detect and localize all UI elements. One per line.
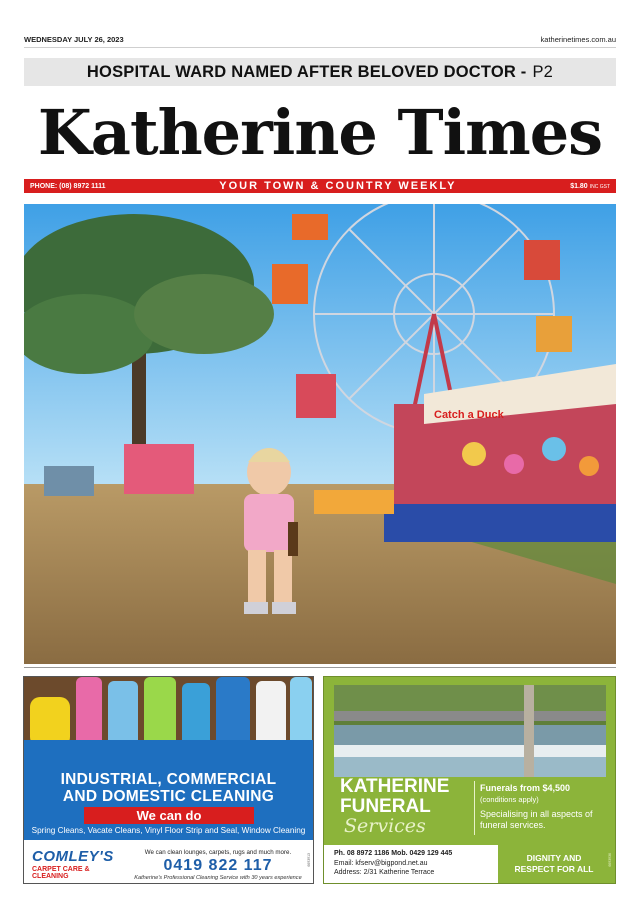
ad-code: 6693913 (307, 853, 311, 867)
info-bar (24, 179, 616, 193)
cleaning-phone[interactable]: 0419 822 117 (163, 857, 273, 874)
divider (24, 667, 616, 668)
funeral-name-line1: KATHERINE (340, 776, 450, 797)
services-script: Services (344, 815, 426, 837)
we-can-do-banner: We can do (84, 807, 254, 824)
stall-sign: Catch a Duck (434, 409, 504, 421)
funeral-specialising: Specialising in all aspects of funeral services. (480, 809, 593, 830)
cleaning-headline-line2: AND DOMESTIC CLEANING (62, 788, 275, 805)
cleaning-services: Spring Cleans, Vacate Cleans, Vinyl Floor Strip and Seal, Window Cleaning (31, 826, 306, 835)
funeral-slogan (504, 853, 604, 875)
dateline (24, 32, 616, 46)
divider (24, 47, 616, 48)
funeral-address: Address: 2/31 Katherine Terrace (334, 869, 435, 876)
teaser-banner[interactable] (24, 58, 616, 86)
funeral-email[interactable]: Email: kfserv@bigpond.net.au (334, 859, 428, 867)
show-scene-image (24, 204, 616, 664)
slogan-line1: DIGNITY AND (526, 853, 582, 863)
funeral-phones[interactable]: Ph. 08 8972 1186 Mob. 0429 129 445 (334, 850, 453, 857)
issue-date: WEDNESDAY JULY 26, 2023 (24, 34, 124, 44)
vertical-divider (474, 781, 475, 835)
river-weir-image (334, 685, 606, 777)
cleaning-headline (24, 771, 313, 805)
masthead-title: Katherine Times (37, 95, 603, 169)
funeral-price: Funerals from $4,500 (480, 783, 571, 793)
cleaning-tagline: Katherine's Professional Cleaning Service with 30 years experience (134, 875, 302, 881)
funeral-name (340, 777, 470, 817)
logo-subtitle: CARPET CARE & CLEANING (32, 866, 90, 880)
price-value: $1.80 (570, 182, 588, 190)
cover-price (570, 183, 610, 190)
office-phone: PHONE: (08) 8972 1111 (30, 182, 106, 190)
cleaning-headline-line1: INDUSTRIAL, COMMERCIAL (60, 771, 277, 788)
price-conditions: (conditions apply) (480, 795, 539, 804)
slogan-line2: RESPECT FOR ALL (514, 864, 594, 874)
lead-photo[interactable] (24, 204, 616, 664)
logo-name: COMLEY'S (32, 848, 114, 865)
cleaning-advert[interactable] (23, 676, 314, 884)
funeral-advert[interactable] (323, 676, 616, 884)
cleaning-blurb: We can clean lounges, carpets, rugs and much more. (144, 849, 292, 856)
gst-note: INC GST (589, 183, 610, 190)
teaser-page: P2 (532, 62, 554, 81)
website-link[interactable]: katherinetimes.com.au (540, 34, 616, 44)
comleys-logo (32, 848, 124, 880)
funeral-contact (324, 845, 498, 884)
teaser-headline: HOSPITAL WARD NAMED AFTER BELOVED DOCTOR - (86, 62, 527, 81)
tagline: YOUR TOWN & COUNTRY WEEKLY (219, 180, 457, 192)
ad-code: 6693936 (608, 853, 612, 867)
funeral-name-line2: FUNERAL (340, 796, 431, 817)
